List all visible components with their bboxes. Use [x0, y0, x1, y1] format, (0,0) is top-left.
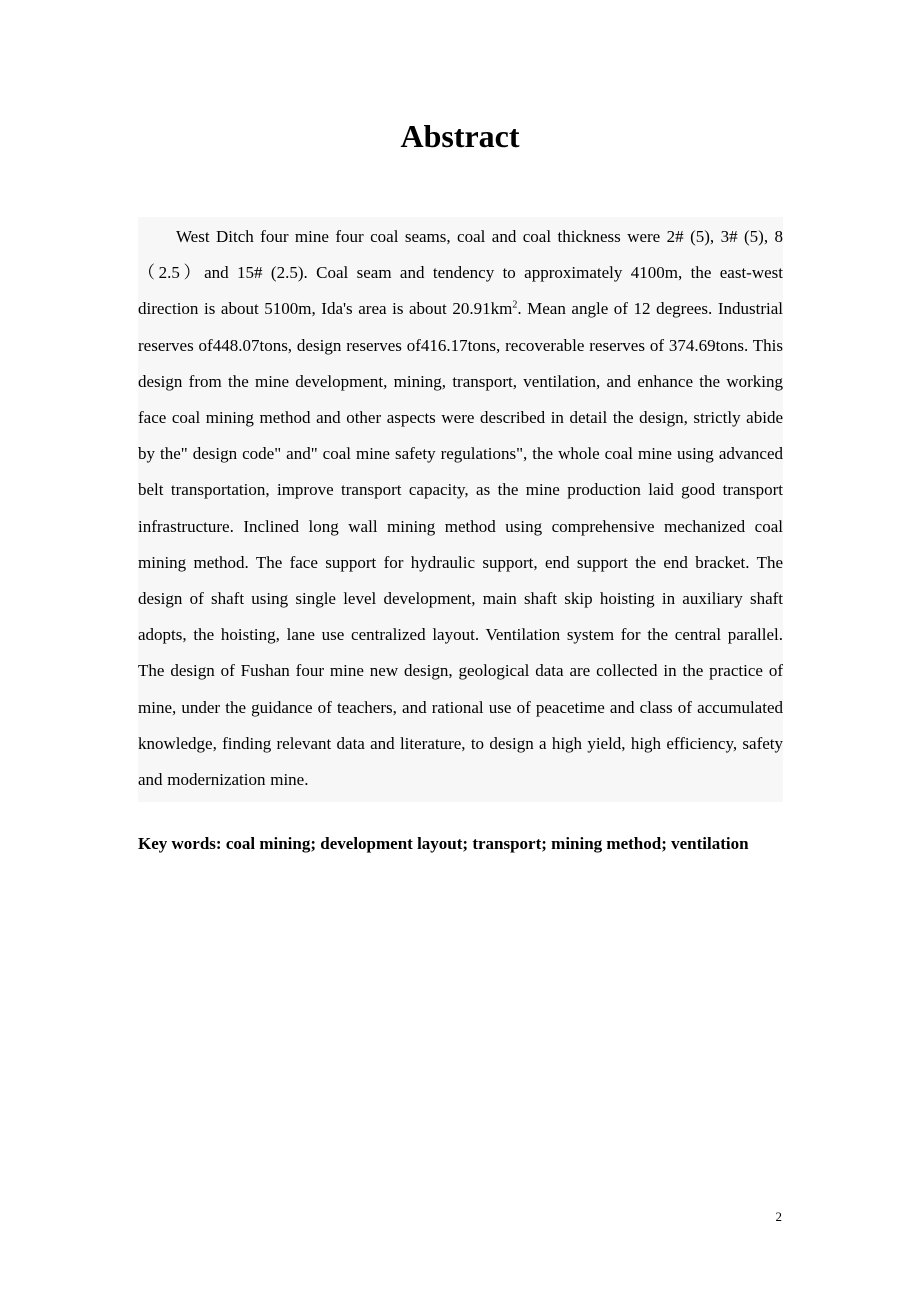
abstract-text-part-1: West Ditch four mine four coal seams, coal and coal thickness were 2# (5), 3# (5), 8（2.5）and 15# (2.5). Coal seam and tendency to approximately 4100m, the east-west direction is about 5100m, Ida's area is about 20.91km	[138, 227, 783, 319]
abstract-block	[138, 217, 783, 802]
keywords	[138, 832, 783, 856]
keywords-label: Key words:	[138, 834, 222, 853]
keywords-text: coal mining; development layout; transport; mining method; ventilation	[221, 834, 749, 853]
page-number: 2	[775, 1209, 782, 1224]
area-unit-superscript: 2	[512, 299, 518, 311]
abstract-text-part-2: . Mean angle of 12 degrees. Industrial reserves of448.07tons, design reserves of416.17tons, recoverable reserves of 374.69tons. This design from the mine development, mining, transport, ventilation, and enhance the working face coal mining method and other aspects were described in detail the design, strictly abide by the" design code" and" coal mine safety regulations", the whole coal mine using advanced belt transportation, improve transport capacity, as the mine production laid good transport infrastructure. Inclined long wall mining method using comprehensive mechanized coal mining method. The face support for hydraulic support, end support the end bracket. The design of shaft using single level development, main shaft skip hoisting in auxiliary shaft adopts, the hoisting, lane use centralized layout. Ventilation system for the central parallel. The design of Fushan four mine new design, geological data are collected in the practice of mine, under the guidance of teachers, and rational use of peacetime and class of accumulated knowledge, finding relevant data and literature, to design a high yield, high efficiency, safety and modernization mine.	[138, 299, 783, 790]
page-title: Abstract	[400, 118, 520, 154]
abstract-body	[138, 219, 783, 798]
